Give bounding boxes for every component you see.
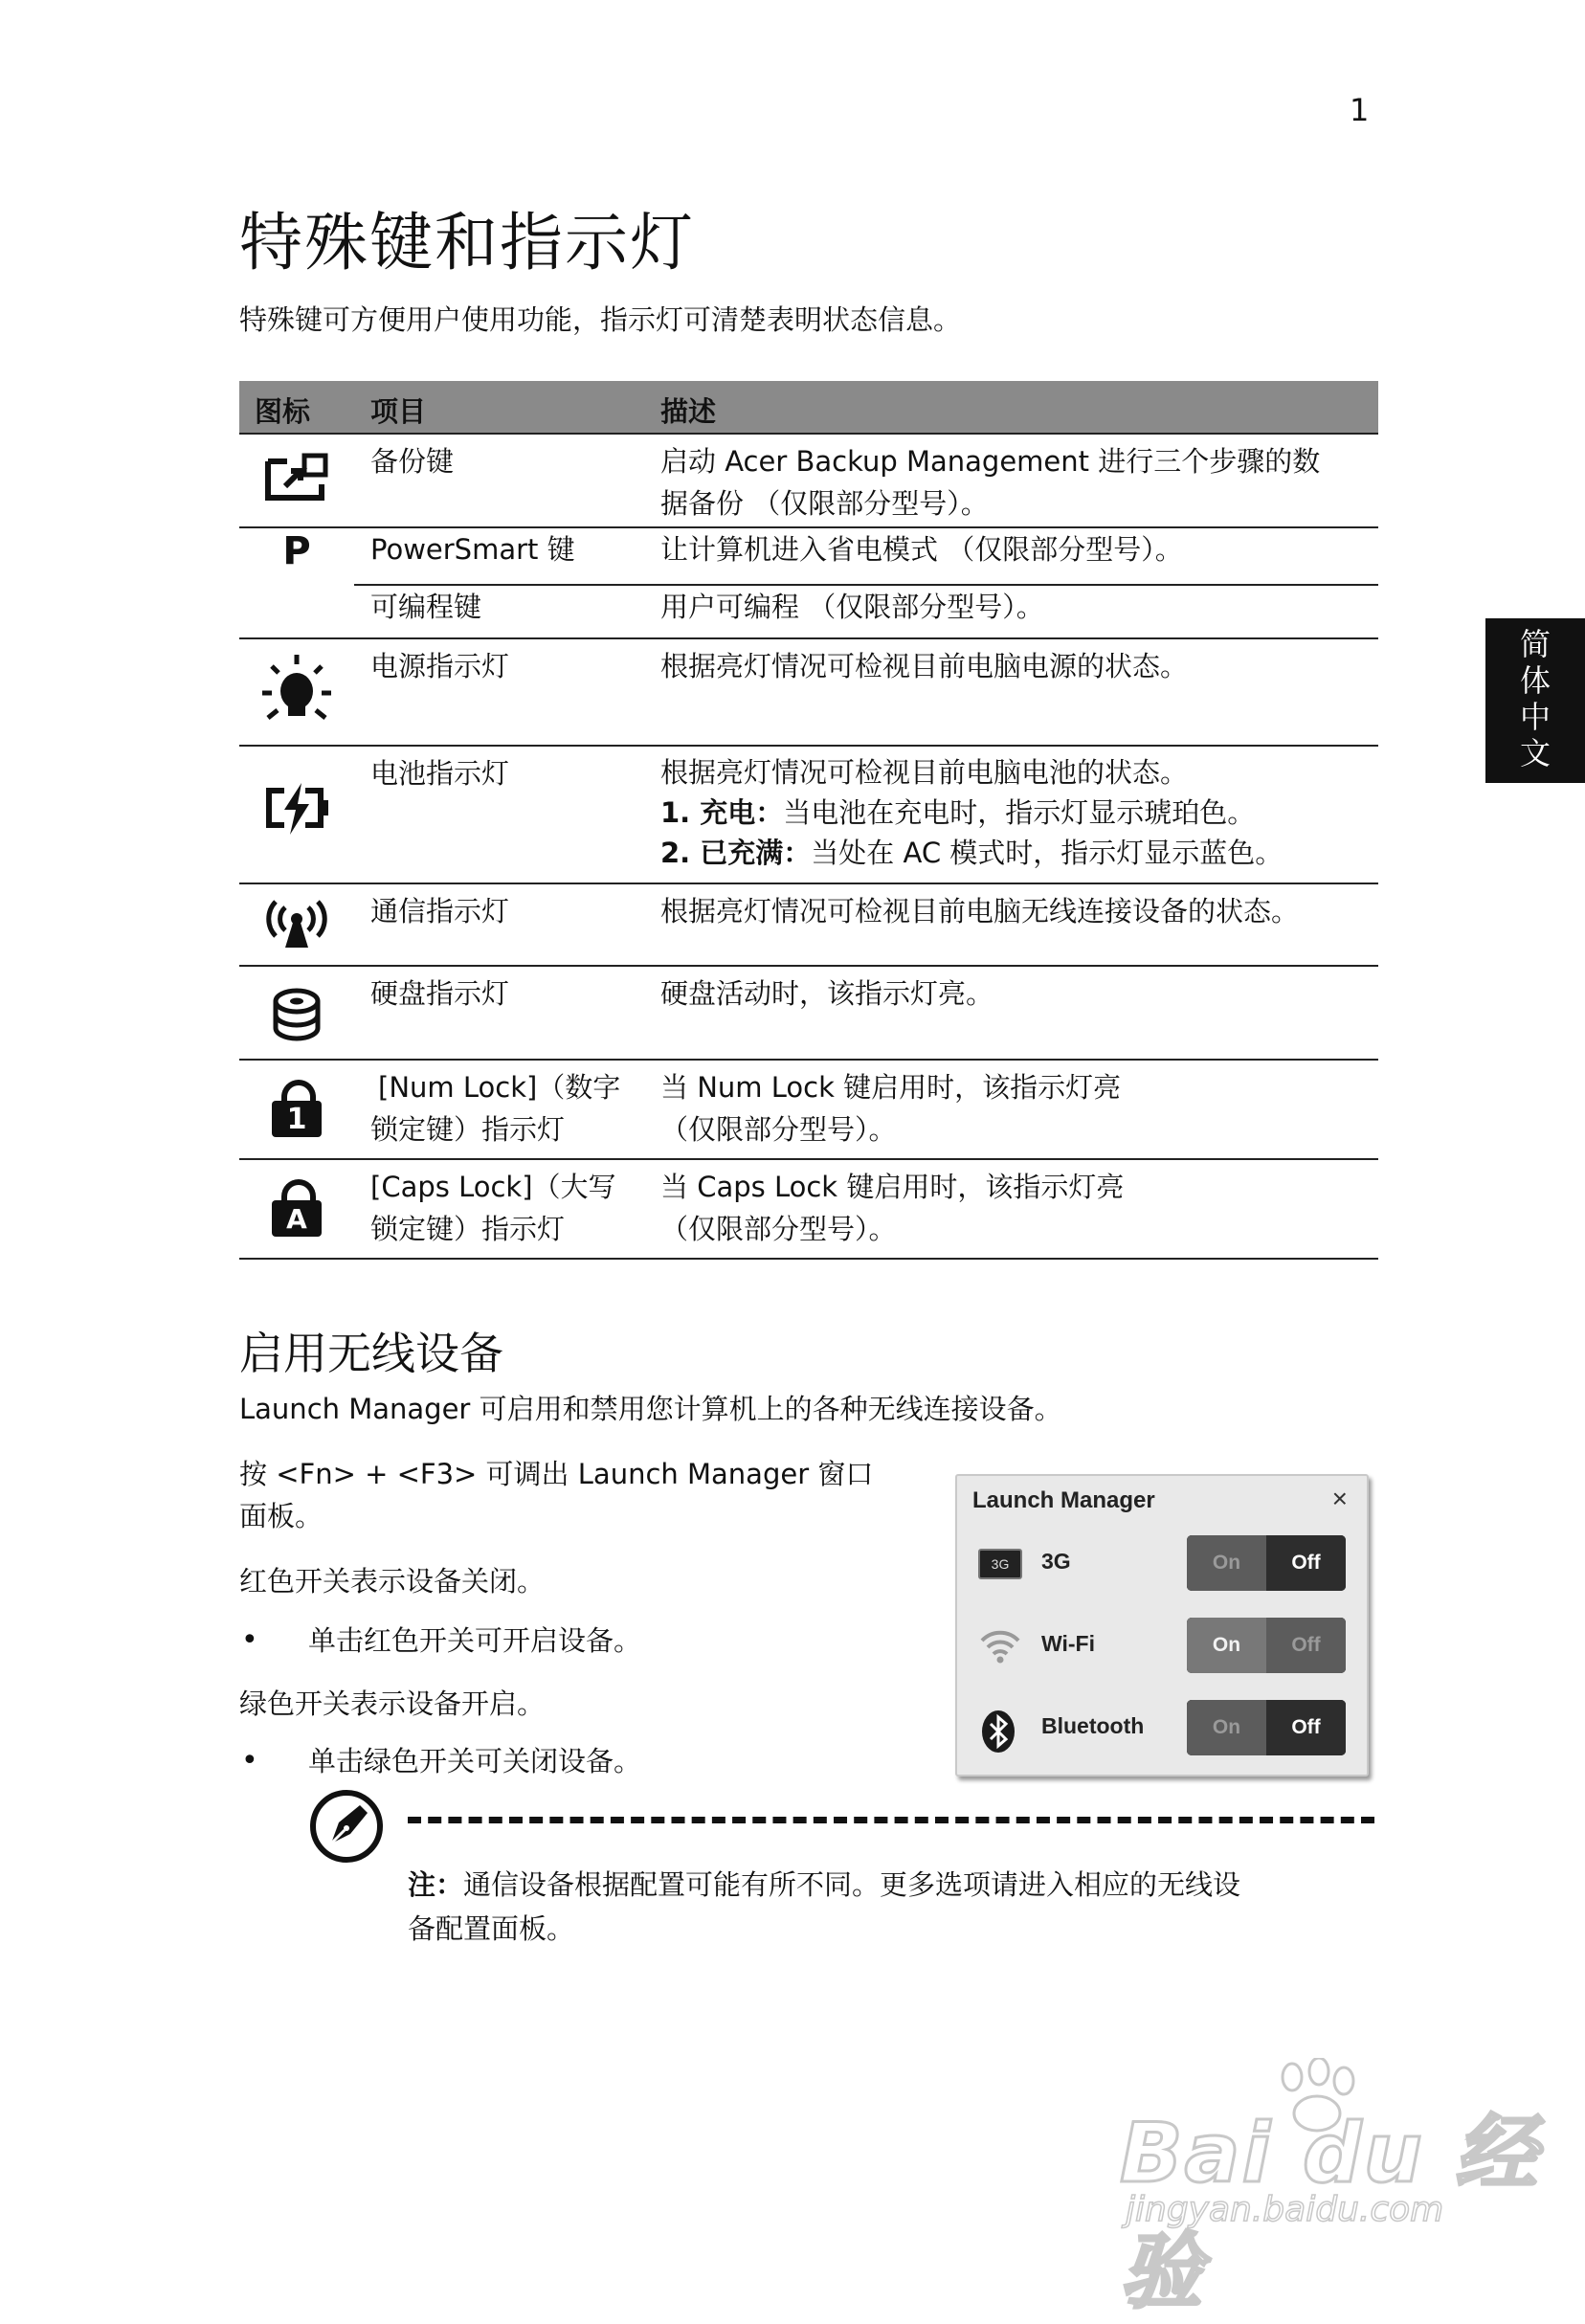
bullet-item: 单击红色开关可开启设备。 — [308, 1624, 642, 1657]
section-paragraph: Launch Manager 可启用和禁用您计算机上的各种无线连接设备。 — [239, 1393, 1062, 1425]
bullet-icon: • — [241, 1623, 258, 1657]
hard-disk-icon — [239, 986, 354, 1043]
toggle-off-label[interactable]: Off — [1266, 1535, 1346, 1591]
indicator-table — [239, 381, 1378, 1260]
item-label: 电源指示灯 — [370, 650, 510, 682]
section-heading: 启用无线设备 — [239, 1328, 503, 1379]
wifi-icon — [978, 1625, 1018, 1665]
language-tab — [1485, 618, 1585, 783]
desc-text: 当处在 AC 模式时，指示灯显示蓝色。 — [811, 837, 1284, 869]
item-line: [Num Lock]（数字 — [378, 1071, 621, 1104]
language-tab-char: 简 — [1519, 626, 1551, 662]
baidu-watermark — [1110, 2058, 1560, 2320]
num-lock-icon — [239, 1080, 354, 1137]
num-lock-glyph: 1 — [272, 1101, 322, 1137]
caps-lock-glyph: A — [272, 1200, 322, 1237]
toggle-on-label[interactable]: On — [1187, 1618, 1266, 1673]
note-line: 备配置面板。 — [408, 1912, 575, 1945]
backup-icon — [239, 450, 354, 507]
3g-icon — [978, 1543, 1018, 1583]
desc-line: 当 Num Lock 键启用时，该指示灯亮 — [660, 1071, 1122, 1104]
item-label: 备份键 — [370, 445, 455, 478]
desc-bold-label: 2. 已充满： — [660, 837, 812, 869]
item-desc: 硬盘活动时，该指示灯亮。 — [660, 977, 994, 1010]
3g-icon-label: 3G — [978, 1549, 1022, 1579]
note-label: 注： — [408, 1868, 464, 1901]
language-tab-char: 体 — [1519, 662, 1551, 699]
device-row-bluetooth — [957, 1696, 1367, 1757]
table-row — [239, 884, 1378, 967]
item-label — [370, 1166, 648, 1250]
launch-manager-title: Launch Manager — [972, 1487, 1155, 1513]
section-paragraph: 红色开关表示设备关闭。 — [239, 1565, 546, 1598]
header-icon: 图标 — [255, 395, 311, 428]
desc-line: （仅限部分型号）。 — [660, 1213, 897, 1245]
item-line: 锁定键）指示灯 — [370, 1213, 566, 1245]
table-row — [239, 639, 1378, 747]
device-name: Bluetooth — [1041, 1713, 1145, 1738]
item-desc: 根据亮灯情况可检视目前电脑电源的状态。 — [660, 650, 1189, 682]
desc-line — [660, 833, 1378, 873]
desc-text: 当电池在充电时，指示灯显示琥珀色。 — [783, 796, 1256, 829]
table-header — [239, 381, 1378, 433]
toggle-on-label[interactable]: On — [1187, 1700, 1266, 1755]
item-label: 可编程键 — [370, 591, 482, 623]
watermark-url: jingyan.baidu.com — [1126, 2190, 1444, 2229]
desc-bold-label: 1. 充电： — [660, 796, 784, 829]
item-label: PowerSmart 键 — [370, 533, 575, 566]
table-row — [239, 433, 1378, 528]
item-desc: 用户可编程 （仅限部分型号）。 — [660, 591, 1044, 623]
desc-line: 根据亮灯情况可检视目前电脑电池的状态。 — [660, 756, 1189, 789]
toggle-on-label[interactable]: On — [1187, 1535, 1266, 1591]
paragraph-line: 按 <Fn> + <F3> 可调出 Launch Manager 窗口 — [239, 1458, 874, 1490]
item-line: [Caps Lock]（大写 — [370, 1171, 616, 1203]
power-light-icon — [239, 653, 354, 729]
watermark-brand: Bai du 经验 — [1120, 2106, 1539, 2320]
note-pen-icon — [308, 1788, 385, 1868]
powersmart-p-icon: P — [282, 529, 311, 573]
header-desc: 描述 — [660, 395, 717, 428]
note-body: 通信设备根据配置可能有所不同。更多选项请进入相应的无线设 — [463, 1868, 1241, 1901]
table-row — [239, 1160, 1378, 1260]
item-label: 硬盘指示灯 — [370, 977, 510, 1010]
device-name: 3G — [1041, 1549, 1071, 1574]
toggle-off-label[interactable]: Off — [1266, 1700, 1346, 1755]
desc-line: 据备份 （仅限部分型号）。 — [660, 487, 989, 520]
item-desc — [660, 752, 1378, 873]
device-name: Wi-Fi — [1041, 1631, 1095, 1656]
page-title: 特殊键和指示灯 — [239, 206, 695, 279]
device-row-3g — [957, 1531, 1367, 1593]
item-line: 锁定键）指示灯 — [370, 1113, 566, 1146]
table-row — [239, 1061, 1378, 1160]
page-number: 1 — [1350, 92, 1370, 128]
intro-text: 特殊键可方便用户使用功能，指示灯可清楚表明状态信息。 — [239, 303, 962, 336]
toggle-bluetooth[interactable] — [1187, 1700, 1346, 1755]
desc-line — [660, 793, 1378, 833]
paragraph-line: 面板。 — [239, 1500, 324, 1532]
item-label: 电池指示灯 — [370, 757, 510, 790]
note-line — [408, 1863, 1374, 1907]
item-desc — [660, 440, 1378, 525]
item-label: 通信指示灯 — [370, 895, 510, 927]
battery-charging-icon — [239, 781, 354, 838]
device-row-wifi — [957, 1614, 1367, 1675]
item-label — [370, 1066, 648, 1151]
item-desc: 让计算机进入省电模式 （仅限部分型号）。 — [660, 533, 1183, 566]
table-row — [239, 967, 1378, 1061]
desc-line: 启动 Acer Backup Management 进行三个步骤的数 — [660, 445, 1321, 478]
language-tab-char: 中 — [1519, 699, 1551, 735]
item-desc — [660, 1166, 1378, 1250]
toggle-off-label[interactable]: Off — [1266, 1618, 1346, 1673]
table-row — [239, 747, 1378, 884]
launch-manager-window — [955, 1474, 1369, 1777]
bluetooth-icon — [978, 1708, 1018, 1748]
note-divider — [408, 1817, 1374, 1823]
toggle-3g[interactable] — [1187, 1535, 1346, 1591]
table-row — [239, 528, 1378, 639]
bullet-item: 单击绿色开关可关闭设备。 — [308, 1745, 642, 1777]
item-desc: 根据亮灯情况可检视目前电脑无线连接设备的状态。 — [660, 895, 1300, 927]
header-item: 项目 — [370, 395, 427, 428]
note-text — [408, 1863, 1374, 1951]
section-paragraph — [239, 1453, 873, 1537]
wireless-antenna-icon — [239, 898, 354, 951]
toggle-wifi[interactable] — [1187, 1618, 1346, 1673]
desc-line: （仅限部分型号）。 — [660, 1113, 897, 1146]
bullet-icon: • — [241, 1744, 258, 1777]
section-paragraph: 绿色开关表示设备开启。 — [239, 1687, 546, 1720]
desc-line: 当 Caps Lock 键启用时，该指示灯亮 — [660, 1171, 1125, 1203]
caps-lock-icon — [239, 1179, 354, 1237]
language-tab-char: 文 — [1519, 735, 1551, 771]
close-button[interactable]: × — [1331, 1484, 1348, 1513]
item-desc — [660, 1066, 1378, 1151]
